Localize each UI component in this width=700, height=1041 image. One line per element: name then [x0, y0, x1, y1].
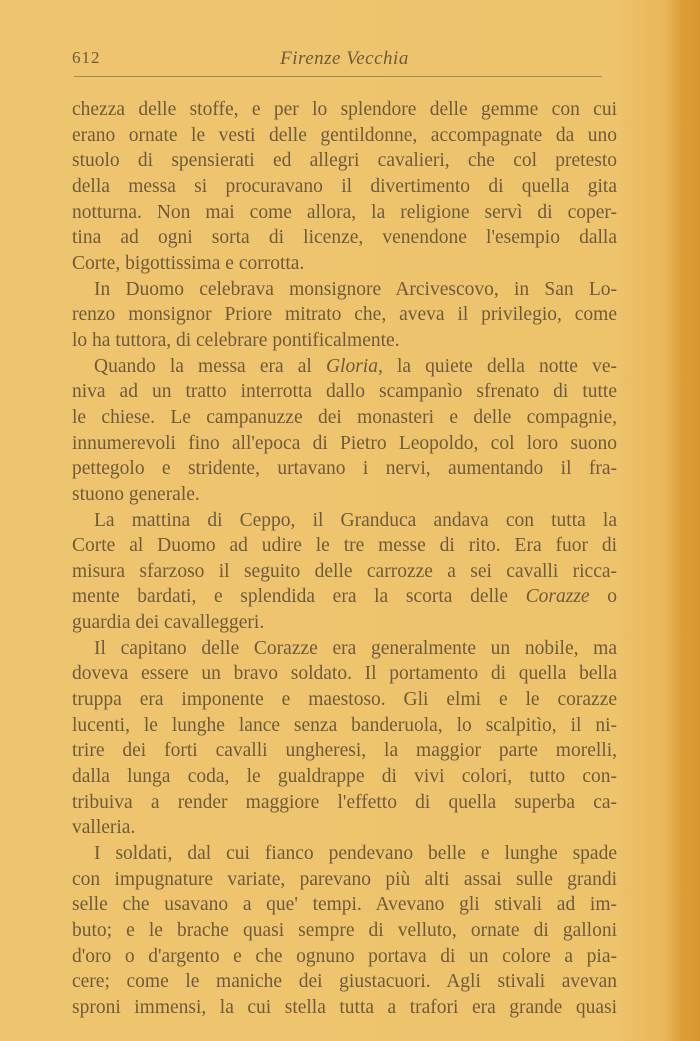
text-segment: dalla lunga coda, le gualdrappe di vivi colori, tutto con-	[72, 766, 617, 788]
paragraph	[72, 97, 617, 277]
text-segment: con impugnature variate, parevano più alti assai sulle grandi	[72, 868, 617, 890]
italic-text: Corazze	[525, 586, 590, 608]
text-segment: le chiese. Le campanuzze dei monasteri e delle compagnie,	[72, 406, 617, 428]
text-line	[72, 354, 617, 380]
text-line	[72, 661, 617, 687]
text-segment: trire dei forti cavalli ungheresi, la maggior parte morelli,	[72, 740, 617, 762]
text-line	[72, 251, 617, 277]
text-segment: niva ad un tratto interrotta dallo scampanìo sfrenato di tutte	[72, 381, 617, 403]
text-segment: buto; e le brache quasi sempre di velluto, ornate di galloni	[72, 920, 617, 941]
text-segment: renzo monsignor Priore mitrato che, aveva il privilegio, come	[72, 304, 617, 326]
text-segment: sproni immensi, la cui stella tutta a trafori era grande quasi	[72, 996, 617, 1018]
text-line	[72, 97, 617, 123]
text-line	[72, 790, 617, 816]
text-line	[72, 225, 617, 251]
text-segment: Quando la messa era al	[94, 355, 326, 377]
text-line	[72, 815, 617, 841]
text-segment: Corte al Duomo ad udire le tre messe di rito. Era fuor di	[72, 535, 617, 557]
text-segment: la quiete della notte ve-	[382, 355, 617, 377]
text-line	[72, 277, 617, 303]
text-segment: misura sfarzoso il seguito delle carrozze a sei cavalli ricca-	[72, 560, 617, 582]
text-segment: lucenti, le lunghe lance senza banderuola, lo scalpitìo, il ni-	[72, 714, 617, 736]
text-line	[72, 584, 617, 610]
running-title: Firenze Vecchia	[280, 48, 409, 69]
text-segment: valleria.	[72, 817, 136, 839]
text-line	[72, 764, 617, 790]
text-line	[72, 918, 617, 944]
paragraph	[72, 354, 617, 508]
text-line	[72, 892, 617, 918]
text-line	[72, 508, 617, 534]
header-rule	[74, 76, 602, 77]
text-line	[72, 687, 617, 713]
text-line	[72, 200, 617, 226]
text-segment: I soldati, dal cui fianco pendevano belle e lunghe spade	[94, 843, 617, 865]
text-line	[72, 610, 617, 636]
text-segment: tribuiva a render maggiore l'effetto di quella superba ca-	[72, 791, 617, 813]
page-body-text	[72, 97, 617, 1021]
text-segment: chezza delle stoffe, e per lo splendore delle gemme con cui	[72, 99, 617, 120]
text-segment: d'oro o d'argento e che ognuno portava di un colore a pia-	[72, 945, 617, 967]
text-segment: cere; come le maniche dei giustacuori. Agli stivali avevan	[72, 971, 617, 993]
text-line	[72, 944, 617, 970]
text-line	[72, 559, 617, 585]
text-line	[72, 841, 617, 867]
text-line	[72, 174, 617, 200]
text-line	[72, 713, 617, 739]
text-segment: lo ha tuttora, di celebrare pontificalmente.	[72, 329, 400, 351]
paragraph	[72, 508, 617, 636]
text-segment: La mattina di Ceppo, il Granduca andava con tutta la	[94, 509, 617, 531]
text-segment: mente bardati, e splendida era la scorta delle	[72, 586, 526, 608]
text-line	[72, 302, 617, 328]
running-header	[72, 48, 617, 72]
text-segment: Corte, bigottissima e corrotta.	[72, 252, 305, 274]
text-segment: o	[589, 586, 618, 608]
page-number: 612	[72, 48, 101, 67]
text-segment: erano ornate le vesti delle gentildonne, accompagnate da uno	[72, 124, 617, 146]
text-line	[72, 995, 617, 1021]
text-line	[72, 636, 617, 662]
text-line	[72, 482, 617, 508]
text-line	[72, 738, 617, 764]
text-segment: pettegolo e stridente, urtavano i nervi, aumentando il fra-	[72, 458, 617, 480]
text-segment: della messa si procuravano il divertimento di quella gita	[72, 175, 617, 197]
text-line	[72, 533, 617, 559]
text-segment: guardia dei cavalleggeri.	[72, 612, 265, 634]
text-segment: In Duomo celebrava monsignore Arcivescovo, in San Lo-	[94, 278, 617, 300]
text-segment: stuono generale.	[72, 483, 200, 505]
text-segment: stuolo di spensierati ed allegri cavalieri, che col pretesto	[72, 150, 617, 172]
paragraph	[72, 277, 617, 354]
text-segment: Il capitano delle Corazze era generalmente un nobile, ma	[94, 637, 617, 659]
text-line	[72, 148, 617, 174]
text-line	[72, 405, 617, 431]
text-segment: tina ad ogni sorta di licenze, venendone l'esempio dalla	[72, 227, 617, 249]
text-segment: innumerevoli fino all'epoca di Pietro Leopoldo, col loro suono	[72, 432, 617, 454]
text-line	[72, 123, 617, 149]
text-segment: notturna. Non mai come allora, la religione servì di coper-	[72, 201, 617, 223]
text-segment: doveva essere un bravo soldato. Il portamento di quella bella	[72, 663, 617, 685]
text-line	[72, 431, 617, 457]
text-segment: selle che usavano a que' tempi. Avevano gli stivali ad im-	[72, 894, 617, 916]
text-line	[72, 867, 617, 893]
text-segment: truppa era imponente e maestoso. Gli elmi e le corazze	[72, 689, 617, 711]
text-line	[72, 328, 617, 354]
paragraph	[72, 636, 617, 841]
paragraph	[72, 841, 617, 1021]
text-line	[72, 456, 617, 482]
italic-text: Gloria,	[325, 355, 383, 377]
text-line	[72, 969, 617, 995]
text-line	[72, 379, 617, 405]
